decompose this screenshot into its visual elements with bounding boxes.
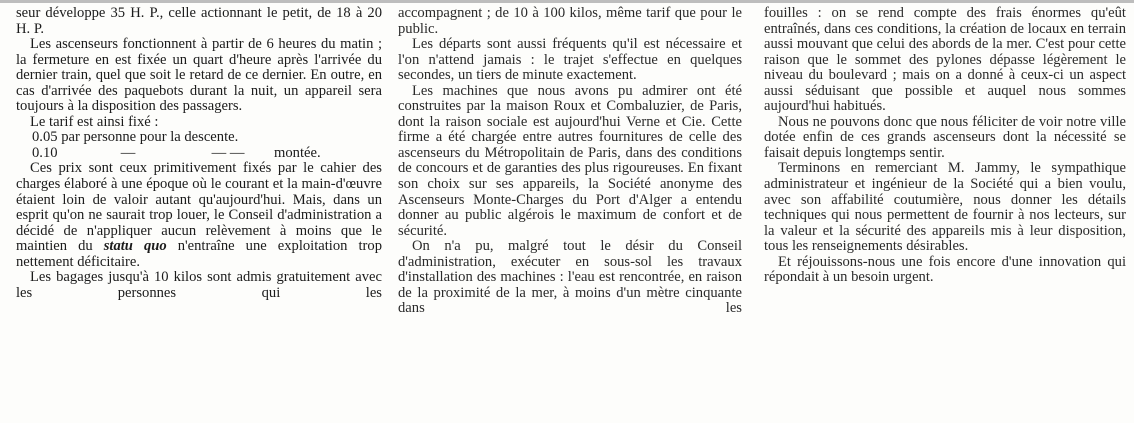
tarif-label: montée. <box>274 144 321 161</box>
paragraph: fouilles : on se rend compte des frais énormes qu'eût entraînés, dans ces conditions, la création de locaux en terrain aussi mouvant que celui des abords de la mer. C'est pour cette raison que le sommet des pylones dépasse légèrement le niveau du boulevard ; mais on a donné à ceux-ci un aspect aussi séduisant que possible et auquel nous sommes aujourd'hui habitués. <box>764 5 1126 115</box>
paragraph: Nous ne pouvons donc que nous féliciter de voir notre ville dotée enfin de ces grands ascenseurs dont la nécessité se faisait depuis longtemps sentir. <box>764 113 1126 161</box>
paragraph-text: n'entraîne une exploitation trop nettement déficitaire. <box>16 238 382 270</box>
tarif-line <box>16 146 382 162</box>
column-2 <box>398 6 742 317</box>
column-1 <box>16 6 382 301</box>
paragraph: Les machines que nous avons pu admirer ont été construites par la maison Roux et Combaluzier, de Paris, dont la raison sociale est aujourd'hui Verne et Cie. Cette firme a été chargée entre autres fournitures de celle des ascenseurs du Métropolitain de Paris, dans des conditions de concours et de garanties des plus rigoureuses. En fixant son choix sur ses appareils, la Société anonyme des Ascenseurs Monte-Charges du Port d'Alger a entendu donner au public algérois le maximum de confort et de sécurité. <box>398 82 742 239</box>
top-rule <box>0 0 1134 3</box>
tarif-value: 0.10 <box>32 144 58 161</box>
ditto-mark: — <box>120 144 136 161</box>
paragraph: Et réjouissons-nous une fois encore d'une innovation qui répondait à un besoin urgent. <box>764 253 1126 286</box>
ditto-mark: — — <box>211 144 245 161</box>
paragraph <box>16 161 382 270</box>
paragraph: Les bagages jusqu'à 10 kilos sont admis gratuitement avec les personnes qui les <box>16 269 382 301</box>
paragraph: Les départs sont aussi fréquents qu'il est nécessaire et l'on n'attend jamais : le trajet s'effectue en quelques secondes, un tiers de minute exactement. <box>398 36 742 84</box>
paragraph: Le tarif est ainsi fixé : <box>30 113 159 130</box>
paragraph: Les ascenseurs fonctionnent à partir de 6 heures du matin ; la fermeture en est fixée un quart d'heure après l'arrivée du dernier train, quel que soit le retard de ce dernier. En outre, en cas d'arrivée des paquebots durant la nuit, un appareil sera toujours à la disposition des passagers. <box>16 36 382 115</box>
italic-text: statu quo <box>103 238 167 255</box>
tarif-line: 0.05 par personne pour la descente. <box>32 129 239 146</box>
column-3 <box>764 6 1126 286</box>
paragraph: seur développe 35 H. P., celle actionnant le petit, de 18 à 20 H. P. <box>16 5 382 37</box>
paragraph-text: Ces prix sont ceux primitivement fixés par le cahier des charges élaboré à une époque où le courant et la main-d'œuvre étaient loin de valoir autant qu'aujourd'hui. Mais, dans un esprit qu'on ne saurait trop louer, le Conseil d'administration a décidé de n'appliquer aucun relèvement à moins que le maintien du <box>16 160 382 255</box>
paragraph: accompagnent ; de 10 à 100 kilos, même tarif que pour le public. <box>398 5 742 37</box>
paragraph: On n'a pu, malgré tout le désir du Conseil d'administration, exécuter en sous-sol les travaux d'installation des machines : l'eau est rencontrée, en raison de la proximité de la mer, à moins d'un mètre cinquante dans les <box>398 238 742 317</box>
paragraph: Terminons en remerciant M. Jammy, le sympathique administrateur et ingénieur de la Société qui a bien voulu, avec son affabilité coutumière, nous donner les détails techniques qui nous permettent de fournir à nos lecteurs, sur la valeur et la sécurité des appareils mis à leur disposition, tous les renseignements désirables. <box>764 160 1126 255</box>
